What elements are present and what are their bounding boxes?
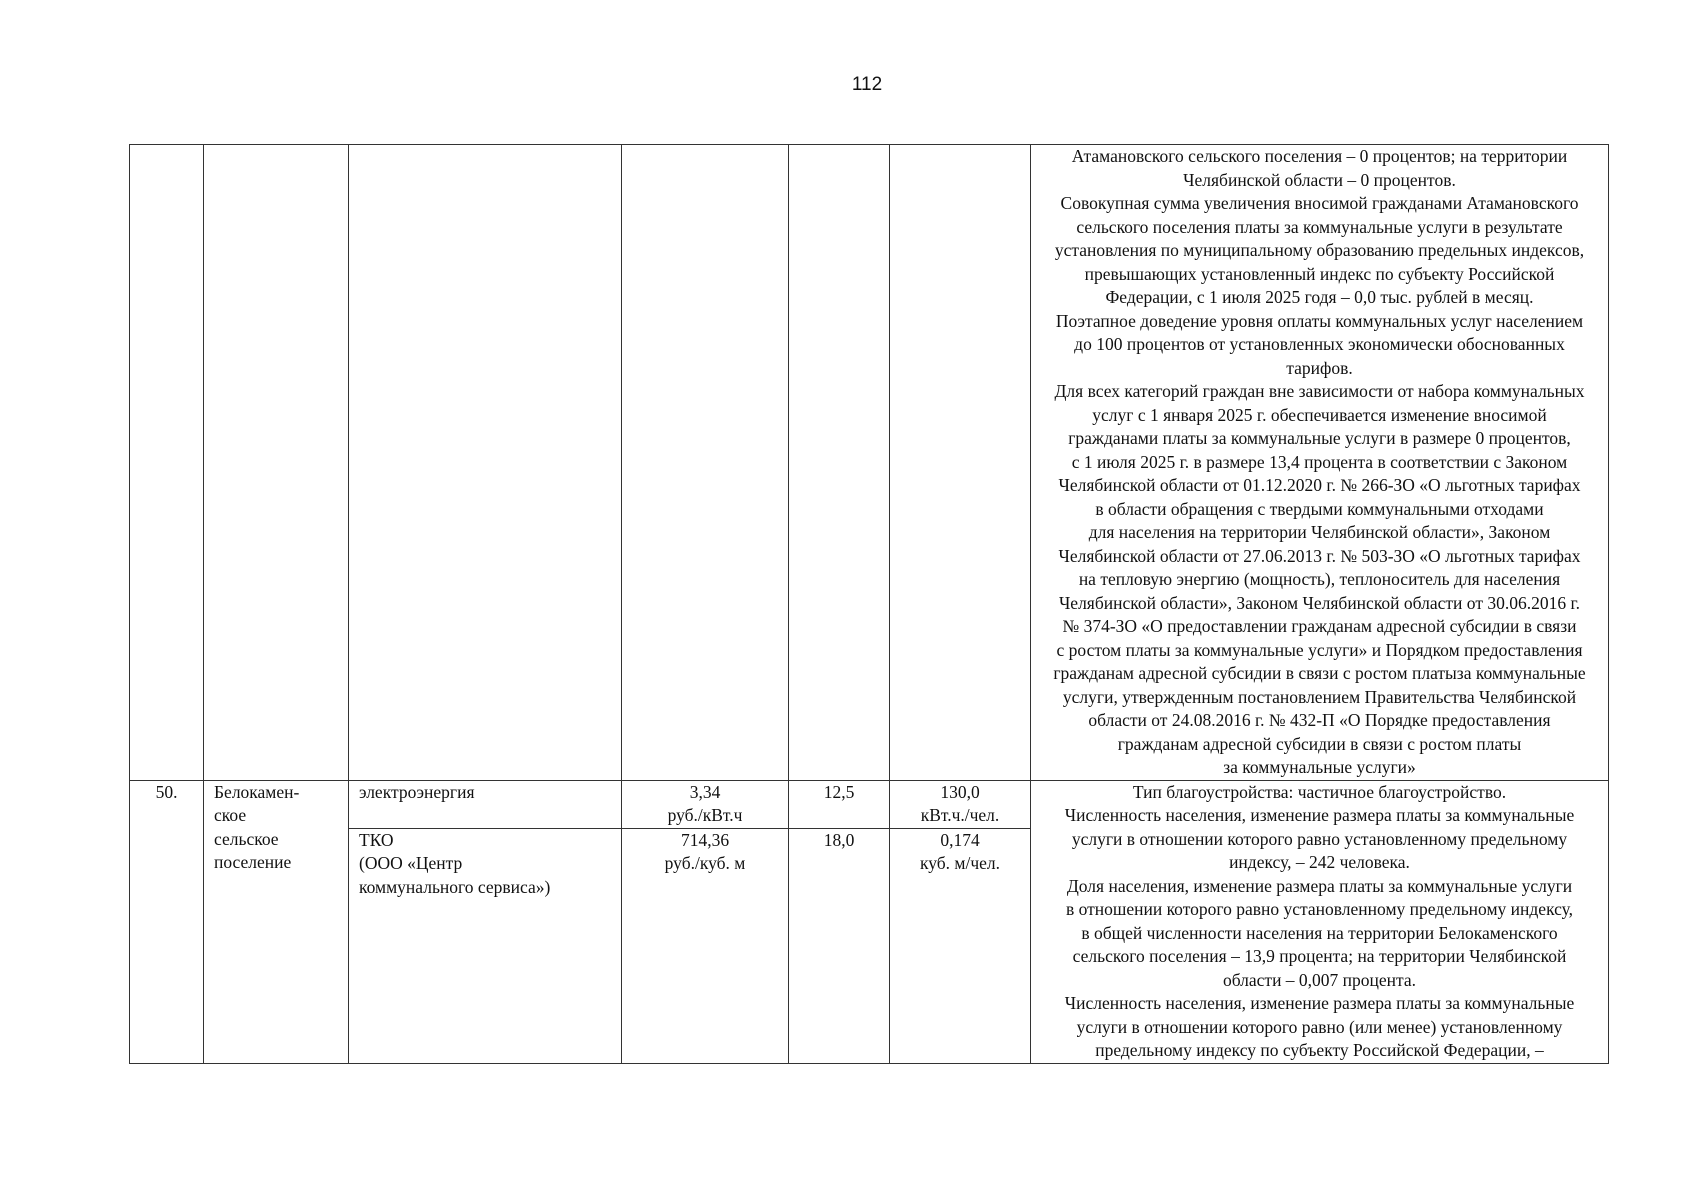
text-line: в области обращения с твердыми коммунальными отходами — [1095, 498, 1544, 519]
text-line: № 374-ЗО «О предоставлении гражданам адресной субсидии в связи — [1062, 616, 1577, 636]
tariff-electricity — [626, 781, 784, 828]
text-line: Челябинской области от 27.06.2013 г. № 503-ЗО «О льготных тарифах — [1058, 545, 1581, 566]
tariff-table — [129, 144, 1609, 1064]
text-line: с 1 июля 2025 г. в размере 13,4 процента в соответствии с Законом — [1071, 451, 1568, 472]
text-line: Атамановского сельского поселения – 0 процентов; на территории — [1071, 146, 1568, 166]
page-number: 112 — [851, 74, 883, 95]
norm-tko — [890, 828, 1030, 876]
text-line: 0,174 — [940, 829, 980, 850]
cell-tariff-empty — [622, 145, 789, 781]
index-tko — [789, 828, 889, 853]
text-line: области от 24.08.2016 г. № 432-П «О Порядке предоставления — [1088, 710, 1551, 730]
text-line: тарифов. — [1286, 357, 1353, 378]
text-line: Совокупная сумма увеличения вносимой гражданами Атамановского — [1060, 193, 1579, 213]
text-line: области – 0,007 процента. — [1222, 969, 1417, 990]
service-cell — [349, 780, 622, 1063]
cell-name-empty — [204, 145, 349, 781]
cell-index-empty — [789, 145, 890, 781]
service-tko — [349, 828, 621, 1059]
text-line: гражданами платы за коммунальные услуги в размере 0 процентов, — [1068, 428, 1571, 448]
text-line: сельское — [214, 828, 279, 849]
cell-norm-empty — [890, 145, 1031, 781]
text-line: ское — [214, 805, 247, 825]
text-line: установления по муниципальному образованию предельных индексов, — [1054, 240, 1585, 260]
text-line: 130,0 — [940, 781, 980, 802]
text-line: услуги в отношении которого равно установленному предельному — [1071, 828, 1568, 849]
text-line: с ростом платы за коммунальные услуги» и Порядком предоставления — [1056, 639, 1583, 660]
text-line: в общей численности населения на территории Белокаменского — [1081, 922, 1558, 943]
text-line: электроэнергия — [359, 781, 475, 802]
text-line: Поэтапное доведение уровня оплаты коммунальных услуг населением — [1055, 310, 1584, 331]
cell-description-continuation — [1031, 145, 1609, 781]
text-line: гражданам адресной субсидии в связи с ростом платыза коммунальные — [1053, 663, 1586, 683]
text-line: (ООО «Центр — [359, 853, 463, 873]
norm-cell — [890, 780, 1031, 1063]
text-line: до 100 процентов от установленных экономически обоснованных — [1074, 334, 1565, 354]
text-line: индексу, – 242 человека. — [1229, 852, 1410, 872]
settlement-name — [204, 780, 349, 1063]
text-line: Для всех категорий граждан вне зависимости от набора коммунальных — [1054, 381, 1585, 401]
cell-service-empty — [349, 145, 622, 781]
text-line: услуг с 1 января 2025 г. обеспечивается изменение вносимой — [1092, 404, 1547, 425]
text-line: гражданам адресной субсидии в связи с ростом платы — [1117, 733, 1522, 754]
table-row-50 — [130, 780, 1609, 1063]
text-line: Челябинской области – 0 процентов. — [1183, 169, 1456, 190]
text-line: кВт.ч./чел. — [920, 805, 1000, 825]
text-line: услуги в отношении которого равно (или менее) установленному — [1076, 1016, 1563, 1037]
text-line: сельского поселения платы за коммунальные услуги в результате — [1076, 216, 1563, 237]
text-line: превышающих установленный индекс по субъекту Российской — [1084, 263, 1555, 284]
text-line: за коммунальные услуги» — [1223, 757, 1416, 777]
text-line: 3,34 — [689, 781, 721, 802]
cell-number-empty — [130, 145, 204, 781]
text-line: руб./кВт.ч — [667, 805, 743, 825]
text-line: куб. м/чел. — [919, 853, 1001, 873]
text-line: Тип благоустройства: частичное благоустройство. — [1132, 781, 1507, 802]
description-cell — [1031, 780, 1609, 1063]
tariff-cell — [622, 780, 789, 1063]
text-line: Белокамен- — [214, 781, 300, 802]
text-line: 12,5 — [823, 781, 855, 802]
text-line: Численность населения, изменение размера платы за коммунальные — [1064, 993, 1575, 1013]
index-cell — [789, 780, 890, 1063]
text-line: ТКО — [359, 829, 394, 850]
table-row-continuation — [130, 145, 1609, 781]
text-line: коммунального сервиса») — [359, 876, 551, 897]
norm-electricity — [894, 781, 1026, 828]
text-line: 18,0 — [823, 829, 855, 850]
text-line: Челябинской области», Законом Челябинской области от 30.06.2016 г. — [1058, 592, 1581, 613]
text-line: Доля населения, изменение размера платы за коммунальные услуги — [1066, 875, 1573, 896]
service-electricity — [359, 781, 617, 828]
text-line: Федерации, с 1 июля 2025 годя – 0,0 тыс. рублей в месяц. — [1105, 287, 1534, 307]
text-line: сельского поселения – 13,9 процента; на территории Челябинской — [1072, 946, 1567, 966]
text-line: на тепловую энергию (мощность), теплоноситель для населения — [1078, 569, 1561, 589]
tariff-tko — [622, 828, 788, 876]
text-line: Челябинской области от 01.12.2020 г. № 266-ЗО «О льготных тарифах — [1058, 475, 1581, 495]
text-line: руб./куб. м — [664, 853, 746, 873]
text-line: Численность населения, изменение размера платы за коммунальные — [1064, 805, 1575, 825]
text-line: предельному индексу по субъекту Российской Федерации, – — [1095, 1040, 1544, 1060]
index-electricity — [793, 781, 885, 828]
text-line: поселение — [214, 852, 292, 872]
text-line: услуги, утвержденным постановлением Правительства Челябинской — [1062, 686, 1577, 707]
row-number: 50. — [130, 780, 204, 1063]
text-line: в отношении которого равно установленному предельному индексу, — [1065, 899, 1574, 919]
text-line: 714,36 — [680, 829, 730, 850]
text-line: для населения на территории Челябинской области», Законом — [1088, 522, 1551, 542]
